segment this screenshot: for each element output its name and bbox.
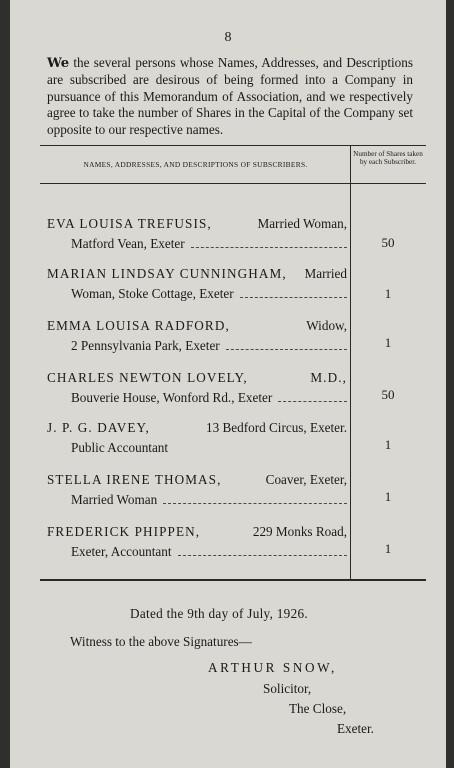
header-column-separator bbox=[350, 145, 351, 184]
subscriber-entry bbox=[47, 368, 347, 408]
subscriber-address: Public Accountant bbox=[71, 440, 169, 455]
subscriber-shares: 50 bbox=[381, 387, 395, 402]
subscriber-name: EVA LOUISA TREFUSIS, bbox=[47, 216, 212, 231]
witness-address-line1: The Close, bbox=[289, 701, 347, 716]
subscriber-name: STELLA IRENE THOMAS, bbox=[47, 472, 222, 487]
witness-title: Solicitor, bbox=[263, 681, 312, 696]
subscriber-description: Widow, bbox=[306, 318, 347, 333]
subscriber-description: Married Woman, bbox=[257, 216, 347, 231]
body-column-separator bbox=[350, 184, 351, 579]
dotted-leader bbox=[163, 494, 347, 504]
dated-line: Dated the 9th day of July, 1926. bbox=[130, 606, 308, 621]
table-header-rule bbox=[40, 183, 426, 184]
subscriber-entry bbox=[47, 214, 347, 254]
intro-paragraph bbox=[47, 55, 413, 138]
subscriber-entry bbox=[47, 264, 347, 304]
subscriber-shares: 1 bbox=[384, 489, 392, 504]
subscriber-entry bbox=[47, 470, 347, 510]
header-names-column: NAMES, ADDRESSES, AND DESCRIPTIONS OF SUBSCRIBERS. bbox=[83, 160, 308, 169]
subscriber-address: Married Woman bbox=[71, 492, 158, 507]
dotted-leader bbox=[178, 546, 347, 556]
subscriber-description: 13 Bedford Circus, Exeter. bbox=[206, 420, 347, 435]
subscriber-entry bbox=[47, 522, 347, 562]
subscriber-address: Matford Vean, Exeter bbox=[71, 236, 185, 251]
subscriber-name: J. P. G. DAVEY, bbox=[47, 420, 150, 435]
witness-address-line2: Exeter. bbox=[337, 721, 374, 736]
subscriber-address: Bouverie House, Wonford Rd., Exeter bbox=[71, 390, 273, 405]
subscriber-name: EMMA LOUISA RADFORD, bbox=[47, 318, 230, 333]
dotted-leader bbox=[278, 392, 347, 402]
subscriber-description: M.D., bbox=[310, 370, 347, 385]
subscriber-name: CHARLES NEWTON LOVELY, bbox=[47, 370, 248, 385]
header-shares-column: Number of Shares taken by each Subscriber. bbox=[353, 150, 423, 167]
subscriber-shares: 50 bbox=[381, 235, 395, 250]
subscriber-shares: 1 bbox=[384, 437, 392, 452]
dotted-leader bbox=[240, 288, 347, 298]
subscriber-description: Married bbox=[304, 266, 347, 281]
page-number: 8 bbox=[224, 30, 232, 45]
table-top-rule bbox=[40, 145, 426, 146]
document-page bbox=[10, 0, 446, 768]
subscriber-shares: 1 bbox=[384, 335, 392, 350]
intro-lead-word: We bbox=[47, 56, 70, 71]
dotted-leader bbox=[226, 340, 347, 350]
subscriber-description: 229 Monks Road, bbox=[252, 524, 347, 539]
witness-line: Witness to the above Signatures— bbox=[70, 634, 252, 649]
subscriber-shares: 1 bbox=[384, 541, 392, 556]
intro-text: the several persons whose Names, Addresses, and Descriptions are subscribed are desirous of being formed into a Company in pursuance of this Memorandum of Association, and we respectively agree to take the number of Shares in the Capital of the Company set opposite to our respective names. bbox=[47, 55, 413, 137]
table-bottom-rule bbox=[40, 579, 426, 581]
dotted-leader bbox=[191, 238, 347, 248]
subscriber-entry bbox=[47, 418, 347, 458]
subscriber-shares: 1 bbox=[384, 286, 392, 301]
subscriber-name: FREDERICK PHIPPEN, bbox=[47, 524, 201, 539]
witness-name: ARTHUR SNOW, bbox=[208, 660, 337, 675]
subscriber-address: Woman, Stoke Cottage, Exeter bbox=[71, 286, 234, 301]
subscriber-name: MARIAN LINDSAY CUNNINGHAM, bbox=[47, 266, 287, 281]
subscriber-description: Coaver, Exeter, bbox=[265, 472, 347, 487]
subscriber-entry bbox=[47, 316, 347, 356]
subscriber-address: 2 Pennsylvania Park, Exeter bbox=[71, 338, 220, 353]
subscriber-address: Exeter, Accountant bbox=[71, 544, 172, 559]
